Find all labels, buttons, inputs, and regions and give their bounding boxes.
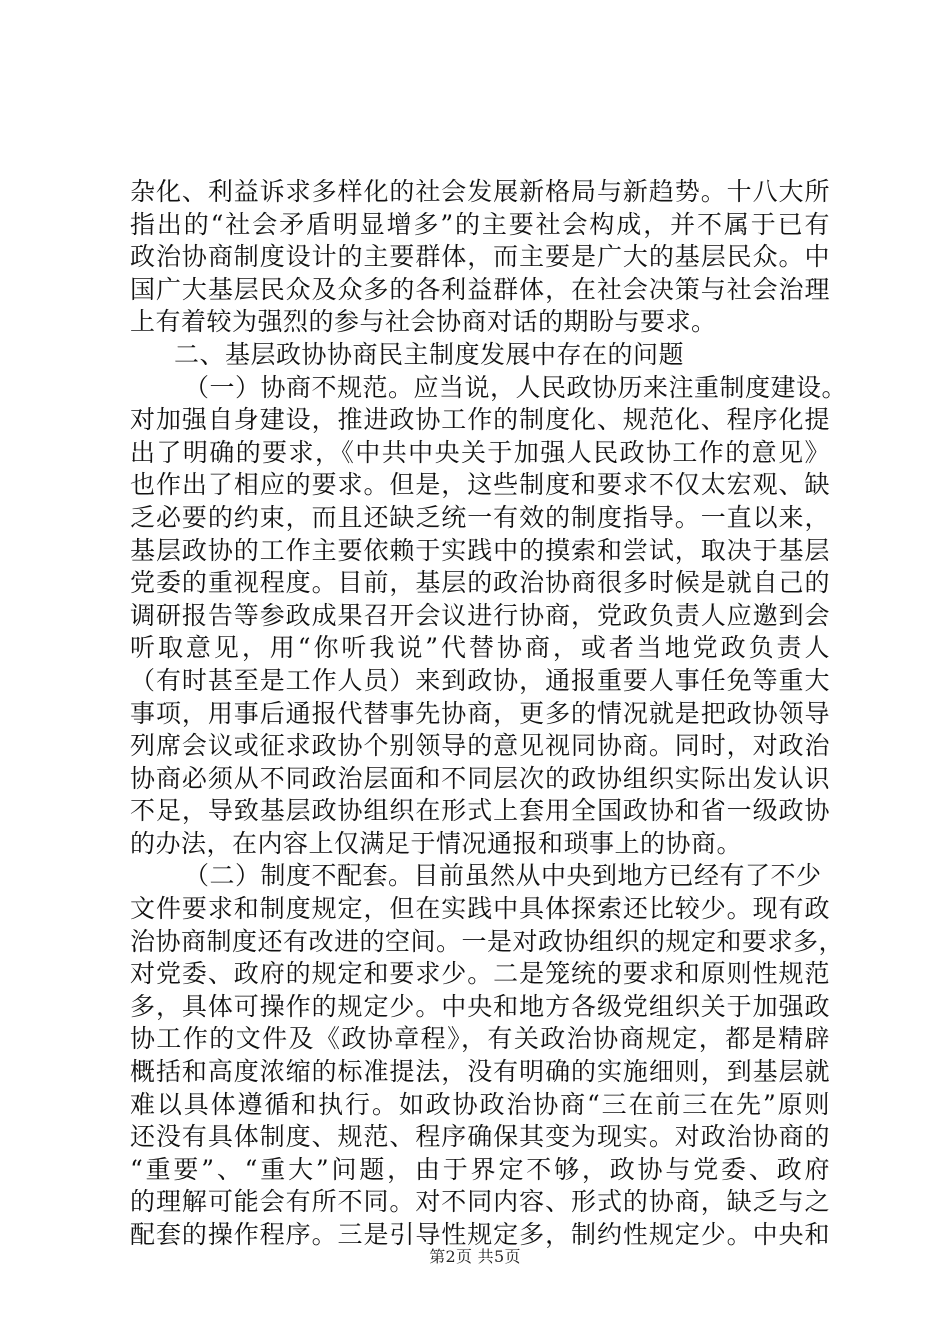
text-line: “重要”、“重大”问题，由于界定不够，政协与党委、政府 xyxy=(130,1154,830,1184)
text-line: 调研报告等参政成果召开会议进行协商，党政负责人应邀到会 xyxy=(130,600,830,630)
text-line: 难以具体遵循和执行。如政协政治协商“三在前三在先”原则 xyxy=(130,1089,830,1119)
text-line: 配套的操作程序。三是引导性规定多，制约性规定少。中央和 xyxy=(130,1220,830,1249)
text-line: 指出的“社会矛盾明显增多”的主要社会构成，并不属于已有 xyxy=(130,209,830,239)
text-line: 国广大基层民众及众多的各利益群体，在社会决策与社会治理 xyxy=(130,274,830,304)
text-line: 事项，用事后通报代替事先协商，更多的情况就是把政协领导 xyxy=(130,698,830,728)
text-line: 政治协商制度设计的主要群体，而主要是广大的基层民众。中 xyxy=(130,242,830,272)
page-number-footer: 第2页 共5页 xyxy=(429,1247,521,1266)
paragraph-first-line: （一）协商不规范。应当说，人民政协历来注重制度建设。 xyxy=(184,372,848,402)
text-line: 列席会议或征求政协个别领导的意见视同协商。同时，对政治 xyxy=(130,731,830,761)
text-line: 对加强自身建设，推进政协工作的制度化、规范化、程序化提 xyxy=(130,405,830,435)
text-line: 概括和高度浓缩的标准提法，没有明确的实施细则，到基层就 xyxy=(130,1057,830,1087)
document-body xyxy=(130,176,848,1252)
text-line: 乏必要的约束，而且还缺乏统一有效的制度指导。一直以来， xyxy=(130,502,830,532)
text-line: 听取意见，用“你听我说”代替协商，或者当地党政负责人 xyxy=(130,633,830,663)
text-line: 不足，导致基层政协组织在形式上套用全国政协和省一级政协 xyxy=(130,796,830,826)
text-line: 协工作的文件及《政协章程》，有关政治协商规定，都是精辟 xyxy=(130,1024,830,1054)
text-line: 基层政协的工作主要依赖于实践中的摸索和尝试，取决于基层 xyxy=(130,535,830,565)
text-line: 文件要求和制度规定，但在实践中具体探索还比较少。现有政 xyxy=(130,894,830,924)
text-line: 也作出了相应的要求。但是，这些制度和要求不仅太宏观、缺 xyxy=(130,470,830,500)
text-line: （有时甚至是工作人员）来到政协，通报重要人事任免等重大 xyxy=(130,665,830,695)
text-line: 杂化、利益诉求多样化的社会发展新格局与新趋势。十八大所 xyxy=(130,177,830,206)
paragraph-first-line: （二）制度不配套。目前虽然从中央到地方已经有了不少 xyxy=(184,861,822,891)
text-line: 上有着较为强烈的参与社会协商对话的期盼与要求。 xyxy=(130,307,717,337)
text-line: 多，具体可操作的规定少。中央和地方各级党组织关于加强政 xyxy=(130,991,830,1021)
text-line: 党委的重视程度。目前，基层的政治协商很多时候是就自己的 xyxy=(130,568,830,598)
text-line: 出了明确的要求，《中共中央关于加强人民政协工作的意见》 xyxy=(130,437,830,467)
text-line: 对党委、政府的规定和要求少。二是笼统的要求和原则性规范 xyxy=(130,959,830,989)
text-line: 协商必须从不同政治层面和不同层次的政协组织实际出发认识 xyxy=(130,763,830,793)
text-line: 的理解可能会有所不同。对不同内容、形式的协商，缺乏与之 xyxy=(130,1187,830,1217)
text-line: 的办法，在内容上仅满足于情况通报和琐事上的协商。 xyxy=(130,828,743,858)
text-line: 还没有具体制度、规范、程序确保其变为现实。对政治协商的 xyxy=(130,1122,830,1152)
section-heading: 二、基层政协协商民主制度发展中存在的问题 xyxy=(174,339,685,369)
text-line: 治协商制度还有改进的空间。一是对政协组织的规定和要求多， xyxy=(130,926,845,956)
